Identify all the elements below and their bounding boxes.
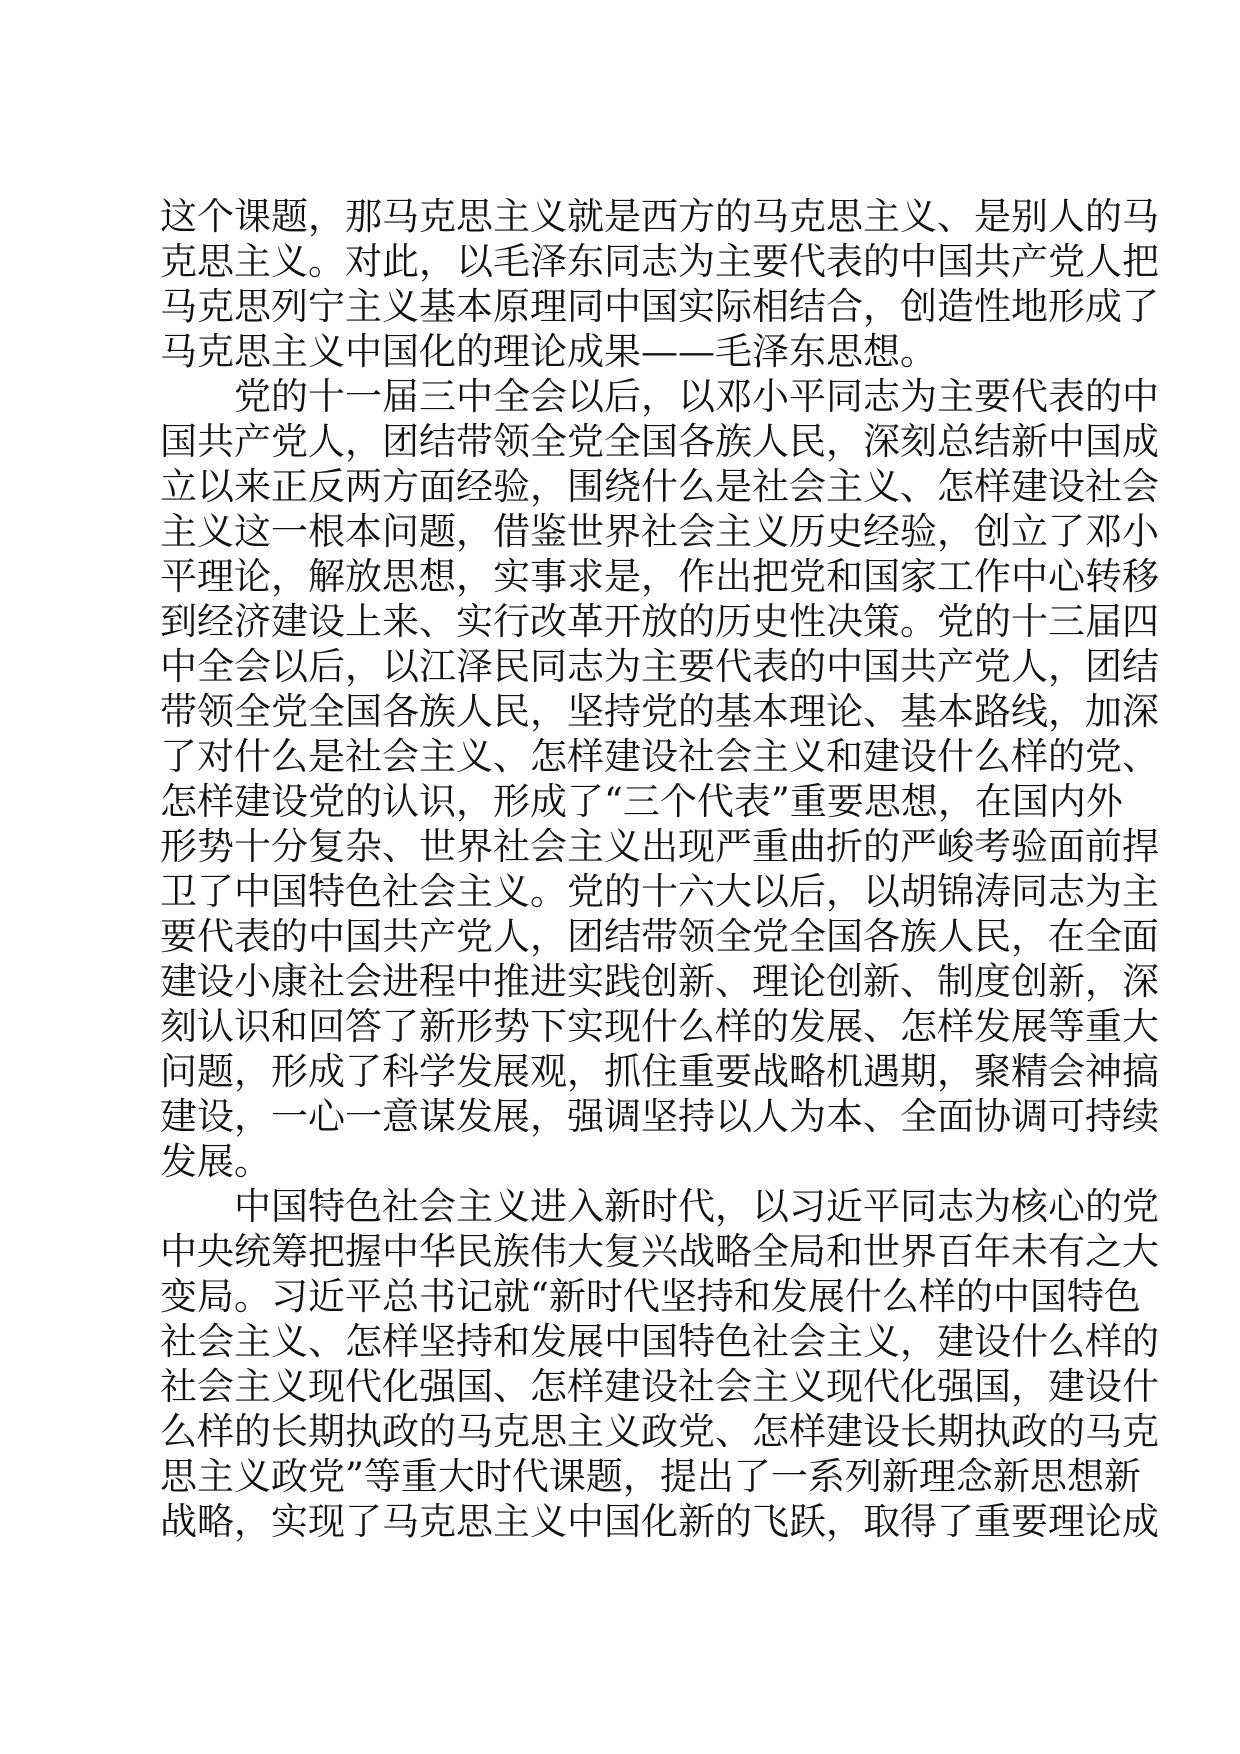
p2-line-9: 了对什么是社会主义、怎样建设社会主义和建设什么样的党、	[160, 735, 1159, 778]
p3-line-3: 变局。习近平总书记就“新时代坚持和发展什么样的中国特色	[160, 1275, 1141, 1318]
p3-line-2: 中央统筹把握中华民族伟大复兴战略全局和世界百年未有之大	[160, 1230, 1159, 1273]
p2-line-2: 国共产党人，团结带领全党全国各族人民，深刻总结新中国成	[160, 420, 1159, 463]
p2-line-11: 形势十分复杂、世界社会主义出现严重曲折的严峻考验面前捍	[160, 825, 1159, 868]
p2-line-17: 建设，一心一意谋发展，强调坚持以人为本、全面协调可持续	[160, 1095, 1159, 1138]
p2-line-4: 主义这一根本问题，借鉴世界社会主义历史经验，创立了邓小	[160, 510, 1159, 553]
p2-line-13: 要代表的中国共产党人，团结带领全党全国各族人民，在全面	[160, 915, 1159, 958]
p3-line-7: 思主义政党”等重大时代课题，提出了一系列新理念新思想新	[160, 1455, 1141, 1498]
p2-line-15: 刻认识和回答了新形势下实现什么样的发展、怎样发展等重大	[160, 1005, 1159, 1048]
p1-line-4: 马克思主义中国化的理论成果——毛泽东思想。	[160, 330, 937, 373]
p1-line-1: 这个课题，那马克思主义就是西方的马克思主义、是别人的马	[160, 195, 1159, 238]
p3-line-6: 么样的长期执政的马克思主义政党、怎样建设长期执政的马克	[160, 1410, 1159, 1453]
p2-line-16: 问题，形成了科学发展观，抓住重要战略机遇期，聚精会神搞	[160, 1050, 1159, 1093]
p2-line-18: 发展。	[160, 1140, 271, 1183]
p3-line-1: 中国特色社会主义进入新时代，以习近平同志为核心的党	[234, 1185, 1159, 1228]
p2-line-3: 立以来正反两方面经验，围绕什么是社会主义、怎样建设社会	[160, 465, 1159, 508]
p1-line-3: 马克思列宁主义基本原理同中国实际相结合，创造性地形成了	[160, 285, 1159, 328]
p3-line-4: 社会主义、怎样坚持和发展中国特色社会主义，建设什么样的	[160, 1320, 1159, 1363]
p2-line-10: 怎样建设党的认识，形成了“三个代表”重要思想，在国内外	[160, 780, 1123, 823]
p2-line-1: 党的十一届三中全会以后，以邓小平同志为主要代表的中	[234, 375, 1159, 418]
p2-line-5: 平理论，解放思想，实事求是，作出把党和国家工作中心转移	[160, 555, 1159, 598]
p3-line-5: 社会主义现代化强国、怎样建设社会主义现代化强国，建设什	[160, 1365, 1159, 1408]
p2-line-6: 到经济建设上来、实行改革开放的历史性决策。党的十三届四	[160, 600, 1159, 643]
p2-line-8: 带领全党全国各族人民，坚持党的基本理论、基本路线，加深	[160, 690, 1159, 733]
document-body	[160, 194, 1159, 1544]
p2-line-12: 卫了中国特色社会主义。党的十六大以后，以胡锦涛同志为主	[160, 870, 1159, 913]
p1-line-2: 克思主义。对此，以毛泽东同志为主要代表的中国共产党人把	[160, 240, 1159, 283]
p2-line-14: 建设小康社会进程中推进实践创新、理论创新、制度创新，深	[160, 960, 1159, 1003]
p3-line-8: 战略，实现了马克思主义中国化新的飞跃，取得了重要理论成	[160, 1500, 1159, 1543]
p2-line-7: 中全会以后，以江泽民同志为主要代表的中国共产党人，团结	[160, 645, 1159, 688]
